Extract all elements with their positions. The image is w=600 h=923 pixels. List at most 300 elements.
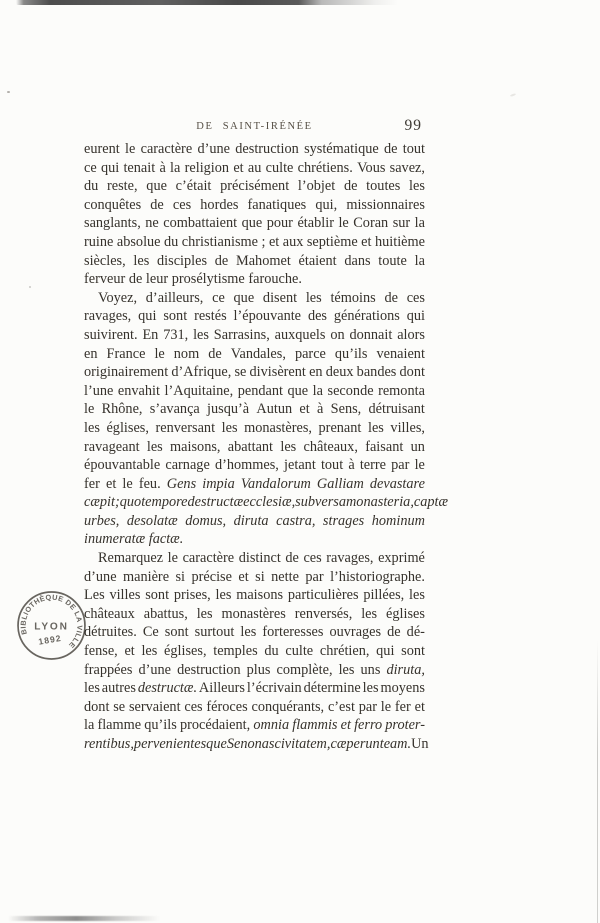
word: qu’ils xyxy=(334,345,368,362)
word: si xyxy=(255,568,265,585)
word: Remarquez xyxy=(98,550,164,567)
word: Gens xyxy=(166,475,197,492)
word: pour xyxy=(266,215,293,232)
word: aux xyxy=(282,233,304,250)
text-line xyxy=(84,475,425,494)
word: à xyxy=(348,457,355,474)
word: maisons xyxy=(236,587,284,604)
word: culte xyxy=(265,159,294,176)
word: missionnaires xyxy=(346,196,425,213)
word: de xyxy=(343,178,358,195)
word: conquérants, xyxy=(251,698,325,715)
word: qui xyxy=(376,643,395,660)
word: distinct xyxy=(238,550,281,567)
word: fer xyxy=(394,698,411,715)
word: surtout xyxy=(194,624,235,641)
text-column xyxy=(84,116,449,754)
word: d’Afrique, xyxy=(171,364,232,381)
word: ces xyxy=(184,698,203,715)
word: captæ xyxy=(413,494,449,511)
word: tempore xyxy=(141,494,188,511)
text-line xyxy=(84,159,425,178)
word: de xyxy=(214,252,229,269)
word: églises xyxy=(386,605,425,622)
word: renversés, xyxy=(294,605,353,622)
word: siècles, xyxy=(84,252,126,269)
word: les xyxy=(362,680,379,697)
word: suivirent. xyxy=(84,326,138,343)
word: abattant xyxy=(227,438,274,455)
word: et xyxy=(414,698,425,715)
word: Coran xyxy=(353,215,389,232)
word: abattus, xyxy=(143,605,188,622)
word: les xyxy=(193,326,209,343)
word: le xyxy=(154,345,165,362)
word: servaient xyxy=(128,698,181,715)
word: pillées, xyxy=(363,587,405,604)
scan-edge-artifact-top xyxy=(16,0,398,5)
word: les xyxy=(361,605,378,622)
text-line xyxy=(84,400,425,419)
word: sont xyxy=(145,587,170,604)
word: l’épouvante xyxy=(233,308,302,325)
scan-edge-artifact-right xyxy=(597,640,599,923)
word: divisèrent xyxy=(249,364,306,381)
text-line xyxy=(84,419,425,438)
library-stamp xyxy=(15,589,88,662)
word: châteaux, xyxy=(303,438,358,455)
word: églises, xyxy=(106,419,149,436)
text-segment: inumeratæ factæ. xyxy=(84,531,184,548)
word: diruta, xyxy=(386,661,425,678)
text-line xyxy=(84,623,425,642)
word: civitatem, xyxy=(274,736,331,752)
text-line xyxy=(84,289,425,308)
word: s’avança xyxy=(149,401,200,418)
word: complète, xyxy=(276,661,333,678)
word: caractère xyxy=(140,141,193,157)
word: Rhône, xyxy=(101,401,143,418)
word: les xyxy=(409,178,425,195)
word: les xyxy=(240,624,257,641)
word: épouvantable xyxy=(84,457,161,474)
word: procédaient, xyxy=(179,717,251,734)
word: détermine xyxy=(303,680,361,697)
word: les xyxy=(338,661,355,678)
word: Ailleurs xyxy=(198,680,245,697)
word: châteaux xyxy=(84,605,135,622)
word: jusqu’à xyxy=(207,401,250,418)
word: remonta xyxy=(378,382,425,399)
word: seconde xyxy=(327,382,374,399)
word: originairement xyxy=(84,364,169,381)
word: dont xyxy=(84,698,110,715)
word: religion xyxy=(184,159,230,176)
word: sont xyxy=(163,308,188,325)
word: reste, xyxy=(107,178,138,195)
word: flamme xyxy=(97,717,142,734)
word: Vandalorum xyxy=(240,475,311,492)
word: donnait xyxy=(349,326,393,343)
word: l’objet xyxy=(297,178,336,195)
word: la xyxy=(170,159,181,176)
word: septième xyxy=(306,233,358,250)
word: tout xyxy=(402,141,425,157)
word: d’hommes, xyxy=(214,457,279,474)
word: manière xyxy=(123,568,170,585)
text-line xyxy=(84,233,425,252)
text-line xyxy=(84,270,425,289)
word: des xyxy=(307,308,327,325)
word: et xyxy=(238,568,249,585)
word: pendant xyxy=(237,382,283,399)
word: Mahomet xyxy=(236,252,291,269)
word: que xyxy=(241,215,263,232)
word: disciples xyxy=(157,252,208,269)
word: la xyxy=(414,252,425,269)
word: terre xyxy=(359,457,387,474)
word: un xyxy=(410,438,425,455)
word: auxquels xyxy=(274,326,326,343)
word: forteresses xyxy=(262,624,324,641)
word: les xyxy=(141,643,158,660)
word: dont xyxy=(399,364,425,381)
word: nette xyxy=(271,568,299,585)
word: envahit xyxy=(117,382,160,399)
text-line xyxy=(84,642,425,661)
word: particulières xyxy=(287,587,359,604)
word: combattaient xyxy=(163,215,238,232)
word: fanatiques xyxy=(247,196,307,213)
word: du xyxy=(84,178,99,195)
stamp-city-text: LYON xyxy=(34,621,69,633)
word: de xyxy=(383,141,398,157)
word: d’une xyxy=(138,661,172,678)
scan-speck xyxy=(7,91,10,93)
word: se xyxy=(234,364,247,381)
word: d’ailleurs, xyxy=(145,289,204,306)
word: par xyxy=(391,457,410,474)
word: hordes xyxy=(200,196,239,213)
word: omnia xyxy=(253,717,290,734)
text-line xyxy=(84,345,425,364)
text-line xyxy=(84,214,425,233)
word: l’une xyxy=(84,382,114,399)
stamp-arc-text: BIBLIOTHÈQUE DE LA VILLE xyxy=(18,592,85,651)
word: absolue xyxy=(116,233,161,250)
word: par xyxy=(305,568,324,585)
word: que xyxy=(206,736,227,752)
word: ce xyxy=(212,289,225,306)
word: proter- xyxy=(385,717,425,734)
word: chrétiens. xyxy=(297,159,353,176)
word: Senonas xyxy=(226,736,275,752)
word: ruine xyxy=(84,233,114,250)
word: destructæ. xyxy=(137,680,198,697)
word: églises, xyxy=(164,643,207,660)
word: détruisant xyxy=(368,401,425,418)
stamp-year-text: 1892 xyxy=(37,632,63,647)
word: disent xyxy=(262,289,298,306)
word: Vandales, xyxy=(230,345,286,362)
word: autres xyxy=(101,680,136,697)
body-text xyxy=(84,140,449,754)
word: tenait xyxy=(123,159,156,176)
word: savez, xyxy=(389,159,425,176)
word: les xyxy=(196,605,213,622)
word: christianisme xyxy=(181,233,259,250)
word: systématique xyxy=(304,141,379,157)
word: feu. xyxy=(138,475,161,492)
word: exprimé xyxy=(378,550,425,567)
word: par xyxy=(358,698,377,715)
word: l’Aquitaine, xyxy=(164,382,234,399)
word: au xyxy=(247,159,262,176)
text-line xyxy=(84,140,425,159)
word: deux xyxy=(325,364,354,381)
scan-speck xyxy=(29,286,31,288)
word: renversant xyxy=(155,419,216,436)
word: les xyxy=(409,587,425,604)
word: se xyxy=(113,698,126,715)
word: et xyxy=(233,159,244,176)
text-line xyxy=(84,605,425,624)
page-header xyxy=(84,116,425,140)
word: villes, xyxy=(390,419,425,436)
word: de xyxy=(384,289,398,306)
word: le xyxy=(414,457,425,474)
word: c’était xyxy=(175,178,212,195)
word: la xyxy=(312,382,323,399)
word: établir xyxy=(297,215,334,232)
word: 731, xyxy=(163,326,189,343)
word: Vous xyxy=(357,159,386,176)
word: Sarrasins, xyxy=(213,326,270,343)
word: monastères, xyxy=(244,419,312,436)
scan-edge-artifact-bottom xyxy=(8,916,160,921)
word: ce xyxy=(84,159,97,176)
word: ravages, xyxy=(326,550,374,567)
word: de xyxy=(150,196,164,213)
text-line xyxy=(84,493,449,512)
word: les xyxy=(84,419,100,436)
word: destruction xyxy=(177,661,241,678)
word: que xyxy=(146,178,167,195)
word: les xyxy=(367,419,384,436)
text-line xyxy=(84,698,425,717)
word: c’est xyxy=(327,698,355,715)
word: féroces xyxy=(206,698,248,715)
word: domus, xyxy=(185,512,227,529)
word: faisant xyxy=(365,438,404,455)
word: maisons, xyxy=(170,438,221,455)
word: Ce xyxy=(142,624,159,641)
text-line xyxy=(84,456,425,475)
word: venaient xyxy=(376,345,425,362)
word: ravageant xyxy=(84,438,140,455)
word: quo xyxy=(119,494,142,511)
word: d’une xyxy=(84,568,117,585)
word: de xyxy=(285,550,299,567)
word: qui xyxy=(100,159,120,176)
text-line xyxy=(84,512,425,531)
word: détruites. xyxy=(84,624,137,641)
word: bandes xyxy=(356,364,397,381)
word: témoins xyxy=(330,289,376,306)
word: cæperunt xyxy=(330,736,384,752)
word: les xyxy=(84,680,100,697)
word: temples xyxy=(213,643,258,660)
text-line xyxy=(84,382,425,401)
word: ferro xyxy=(354,717,383,734)
word: les xyxy=(221,419,238,436)
word: cæpit xyxy=(84,494,115,511)
word: le xyxy=(125,141,136,157)
text-line xyxy=(84,568,425,587)
word: impia xyxy=(202,475,235,492)
word: Un xyxy=(411,736,429,752)
word: l’historiographe. xyxy=(330,568,425,585)
word: monasteria, xyxy=(345,494,414,511)
word: et xyxy=(340,717,351,734)
word: culte xyxy=(285,643,314,660)
word: les xyxy=(280,438,297,455)
word: ces xyxy=(406,289,425,306)
word: précisément xyxy=(220,178,290,195)
word: ouvrages xyxy=(329,624,382,641)
word: les xyxy=(305,289,322,306)
word: le xyxy=(338,215,349,232)
word: ravages, xyxy=(84,308,132,325)
text-line xyxy=(84,196,425,215)
word: diruta xyxy=(233,512,269,529)
word: Autun xyxy=(256,401,293,418)
text-line xyxy=(84,307,425,326)
word: le xyxy=(84,401,95,418)
word: la xyxy=(84,717,95,734)
text-line xyxy=(84,252,425,271)
word: fer xyxy=(84,475,100,492)
word: le xyxy=(122,475,133,492)
word: devastare xyxy=(369,475,425,492)
word: urbes, xyxy=(84,512,120,529)
text-line xyxy=(84,177,425,196)
word: qu’ils xyxy=(144,717,177,734)
word: uns xyxy=(360,661,381,678)
word: eam. xyxy=(383,736,412,752)
word: toute xyxy=(378,252,407,269)
word: les xyxy=(133,252,150,269)
word: plus xyxy=(246,661,271,678)
word: on xyxy=(330,326,345,343)
word: précise xyxy=(191,568,232,585)
word: du xyxy=(164,233,179,250)
word: la xyxy=(414,215,425,232)
word: Les xyxy=(84,587,105,604)
word: monastères xyxy=(221,605,286,622)
word: qui, xyxy=(315,196,338,213)
word: Voyez, xyxy=(98,289,138,306)
word: fense, xyxy=(84,643,118,660)
word: France xyxy=(106,345,146,362)
word: que xyxy=(233,289,255,306)
word: que xyxy=(287,382,309,399)
word: en xyxy=(84,345,98,362)
word: ; xyxy=(114,494,120,511)
word: carnage xyxy=(165,457,210,474)
text-line xyxy=(84,679,425,698)
scan-speck xyxy=(510,93,516,97)
word: destruction xyxy=(235,141,299,157)
word: rentibus, xyxy=(84,736,134,752)
text-line xyxy=(84,438,425,457)
text-segment: ferveur de leur prosélytisme farouche. xyxy=(84,271,302,288)
text-line xyxy=(84,586,425,605)
word: restés xyxy=(194,308,227,325)
word: ces xyxy=(172,196,192,213)
word: et xyxy=(124,643,135,660)
word: sanglants, xyxy=(84,215,141,232)
word: étaient xyxy=(298,252,337,269)
word: frappées xyxy=(84,661,133,678)
text-line xyxy=(84,716,425,735)
word: dans xyxy=(344,252,371,269)
word: subversa xyxy=(295,494,346,511)
word: huitième xyxy=(374,233,425,250)
word: prises, xyxy=(173,587,211,604)
text-line xyxy=(84,735,429,754)
word: de xyxy=(387,624,401,641)
word: et xyxy=(268,233,280,250)
word: nom xyxy=(173,345,200,362)
word: conquêtes xyxy=(84,196,142,213)
word: dé- xyxy=(406,624,425,641)
word: ecclesiæ, xyxy=(243,494,296,511)
word: sur xyxy=(392,215,411,232)
word: ; xyxy=(261,233,266,250)
word: ces xyxy=(303,550,322,567)
word: parce xyxy=(294,345,326,362)
word: à xyxy=(317,401,324,418)
text-line xyxy=(84,549,425,568)
running-title: DE SAINT-IRÉNÉE xyxy=(196,121,313,132)
text-line xyxy=(84,661,425,680)
word: moyens xyxy=(380,680,425,697)
word: qui xyxy=(406,308,425,325)
word: le xyxy=(380,698,392,715)
word: flammis xyxy=(292,717,338,734)
word: ne xyxy=(145,215,159,232)
word: d’une xyxy=(197,141,230,157)
word: qui xyxy=(138,308,157,325)
word: de xyxy=(208,345,222,362)
word: sont xyxy=(164,624,189,641)
word: du xyxy=(264,643,279,660)
word: l’écrivain xyxy=(246,680,302,697)
word: les xyxy=(146,438,163,455)
word: alors xyxy=(397,326,425,343)
word: sont xyxy=(401,643,425,660)
page-number: 99 xyxy=(404,117,422,134)
word: pervenientes xyxy=(133,736,207,752)
word: si xyxy=(175,568,186,585)
word: jetant xyxy=(284,457,316,474)
word: Sens, xyxy=(330,401,362,418)
word: chrétien, xyxy=(319,643,370,660)
word: toutes xyxy=(366,178,401,195)
word: strages xyxy=(322,512,365,529)
word: et xyxy=(299,401,310,418)
